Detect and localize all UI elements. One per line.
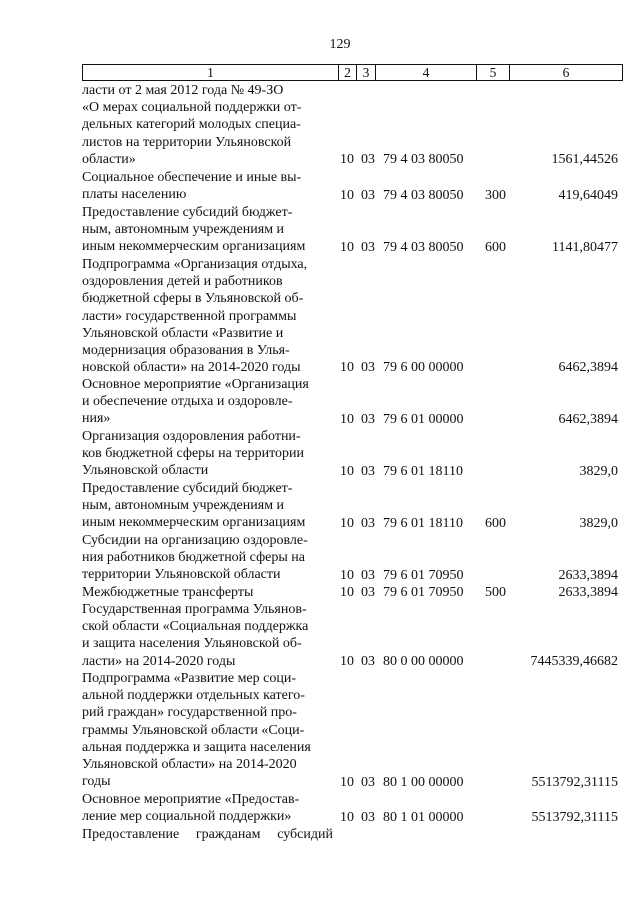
table-row xyxy=(82,256,623,376)
row-description: Организация оздоровления работни- ков бюджетной сферы на территории Ульяновской области xyxy=(82,429,305,479)
row-pr: 03 xyxy=(361,359,375,375)
row-amount: 2633,3894 xyxy=(558,584,618,600)
table-row xyxy=(82,826,623,843)
row-amount: 3829,0 xyxy=(579,463,618,479)
table-row xyxy=(82,428,623,480)
table-row xyxy=(82,791,623,826)
row-pr: 03 xyxy=(361,515,375,531)
row-description: Основное мероприятие «Предостав- ление мер социальной поддержки» xyxy=(82,792,300,825)
row-csr: 79 6 01 18110 xyxy=(383,515,463,531)
table-row xyxy=(82,204,623,256)
row-rz: 10 xyxy=(340,239,354,255)
row-rz: 10 xyxy=(340,567,354,583)
row-csr: 80 1 00 00000 xyxy=(383,774,464,790)
row-rz: 10 xyxy=(340,774,354,790)
table-row xyxy=(82,376,623,428)
row-pr: 03 xyxy=(361,239,375,255)
row-csr: 79 6 00 00000 xyxy=(383,359,464,375)
row-csr: 79 4 03 80050 xyxy=(383,239,464,255)
row-description: Социальное обеспечение и иные вы- платы населению xyxy=(82,170,302,203)
row-description: Субсидии на организацию оздоровле- ния работников бюджетной сферы на территории Ульяновской области xyxy=(82,533,308,583)
row-amount: 1141,80477 xyxy=(552,239,618,255)
table-row xyxy=(82,584,623,601)
row-amount: 5513792,31115 xyxy=(531,809,618,825)
table-row xyxy=(82,82,623,168)
header-col-3: 3 xyxy=(357,65,376,80)
row-amount: 3829,0 xyxy=(579,515,618,531)
row-pr: 03 xyxy=(361,187,375,203)
row-rz: 10 xyxy=(340,809,354,825)
row-amount: 6462,3894 xyxy=(558,359,618,375)
row-csr: 80 0 00 00000 xyxy=(383,653,464,669)
row-description: Государственная программа Ульянов- ской области «Социальная поддержка и защита населения Ульяновской об- ласти» на 2014-2020 годы xyxy=(82,602,309,669)
row-description: Основное мероприятие «Организация и обеспечение отдыха и оздоровле- ния» xyxy=(82,377,309,427)
row-pr: 03 xyxy=(361,151,375,167)
row-rz: 10 xyxy=(340,411,354,427)
row-pr: 03 xyxy=(361,653,375,669)
row-csr: 80 1 01 00000 xyxy=(383,809,464,825)
table-header xyxy=(82,64,623,81)
row-csr: 79 6 01 18110 xyxy=(383,463,463,479)
row-rz: 10 xyxy=(340,187,354,203)
row-csr: 79 4 03 80050 xyxy=(383,151,464,167)
row-pr: 03 xyxy=(361,584,375,600)
row-pr: 03 xyxy=(361,567,375,583)
row-csr: 79 6 01 00000 xyxy=(383,411,464,427)
row-rz: 10 xyxy=(340,463,354,479)
row-csr: 79 6 01 70950 xyxy=(383,567,464,583)
row-description: Предоставление субсидий бюджет- ным, автономным учреждениям и иным некоммерческим организациям xyxy=(82,481,306,531)
row-pr: 03 xyxy=(361,809,375,825)
row-rz: 10 xyxy=(340,151,354,167)
row-csr: 79 6 01 70950 xyxy=(383,584,464,600)
row-description: ласти от 2 мая 2012 года № 49-ЗО «О мерах социальной поддержки от- дельных категорий молодых специа- листов на территории Ульяновской области» xyxy=(82,83,302,167)
row-amount: 7445339,46682 xyxy=(530,653,618,669)
table-row xyxy=(82,169,623,204)
table-row xyxy=(82,601,623,670)
row-pr: 03 xyxy=(361,463,375,479)
row-vr: 300 xyxy=(485,187,506,203)
table-row xyxy=(82,670,623,791)
header-col-6: 6 xyxy=(562,65,570,80)
row-description: Предоставление субсидий бюджет- ным, автономным учреждениям и иным некоммерческим организациям xyxy=(82,205,306,255)
row-pr: 03 xyxy=(361,774,375,790)
row-amount: 6462,3894 xyxy=(558,411,618,427)
table-row xyxy=(82,480,623,532)
table-row xyxy=(82,532,623,584)
row-description: Предоставление гражданам субсидий xyxy=(82,827,333,842)
page-number: 129 xyxy=(329,37,351,52)
row-pr: 03 xyxy=(361,411,375,427)
row-csr: 79 4 03 80050 xyxy=(383,187,464,203)
row-vr: 600 xyxy=(485,239,506,255)
row-vr: 500 xyxy=(485,584,506,600)
row-amount: 1561,44526 xyxy=(551,151,618,167)
row-description: Межбюджетные трансферты xyxy=(82,585,254,600)
header-col-5: 5 xyxy=(477,65,510,80)
header-col-4: 4 xyxy=(376,65,477,80)
row-amount: 5513792,31115 xyxy=(531,774,618,790)
row-description: Подпрограмма «Развитие мер соци- альной поддержки отдельных катего- рий граждан» государственной про- граммы Ульяновской области «Соци- альная поддержка и защита населения Ульяновской области» на 2014-2020 годы xyxy=(82,671,311,790)
row-amount: 2633,3894 xyxy=(558,567,618,583)
row-description: Подпрограмма «Организация отдыха, оздоровления детей и работников бюджетной сферы в Ульяновской об- ласти» государственной программы Ульяновской области «Развитие и модернизация образования в Улья- новской области» на 2014-2020 годы xyxy=(82,257,308,376)
row-rz: 10 xyxy=(340,653,354,669)
row-rz: 10 xyxy=(340,359,354,375)
row-rz: 10 xyxy=(340,584,354,600)
header-col-2: 2 xyxy=(339,65,357,80)
row-rz: 10 xyxy=(340,515,354,531)
row-amount: 419,64049 xyxy=(558,187,618,203)
row-vr: 600 xyxy=(485,515,506,531)
header-col-1: 1 xyxy=(83,65,339,80)
